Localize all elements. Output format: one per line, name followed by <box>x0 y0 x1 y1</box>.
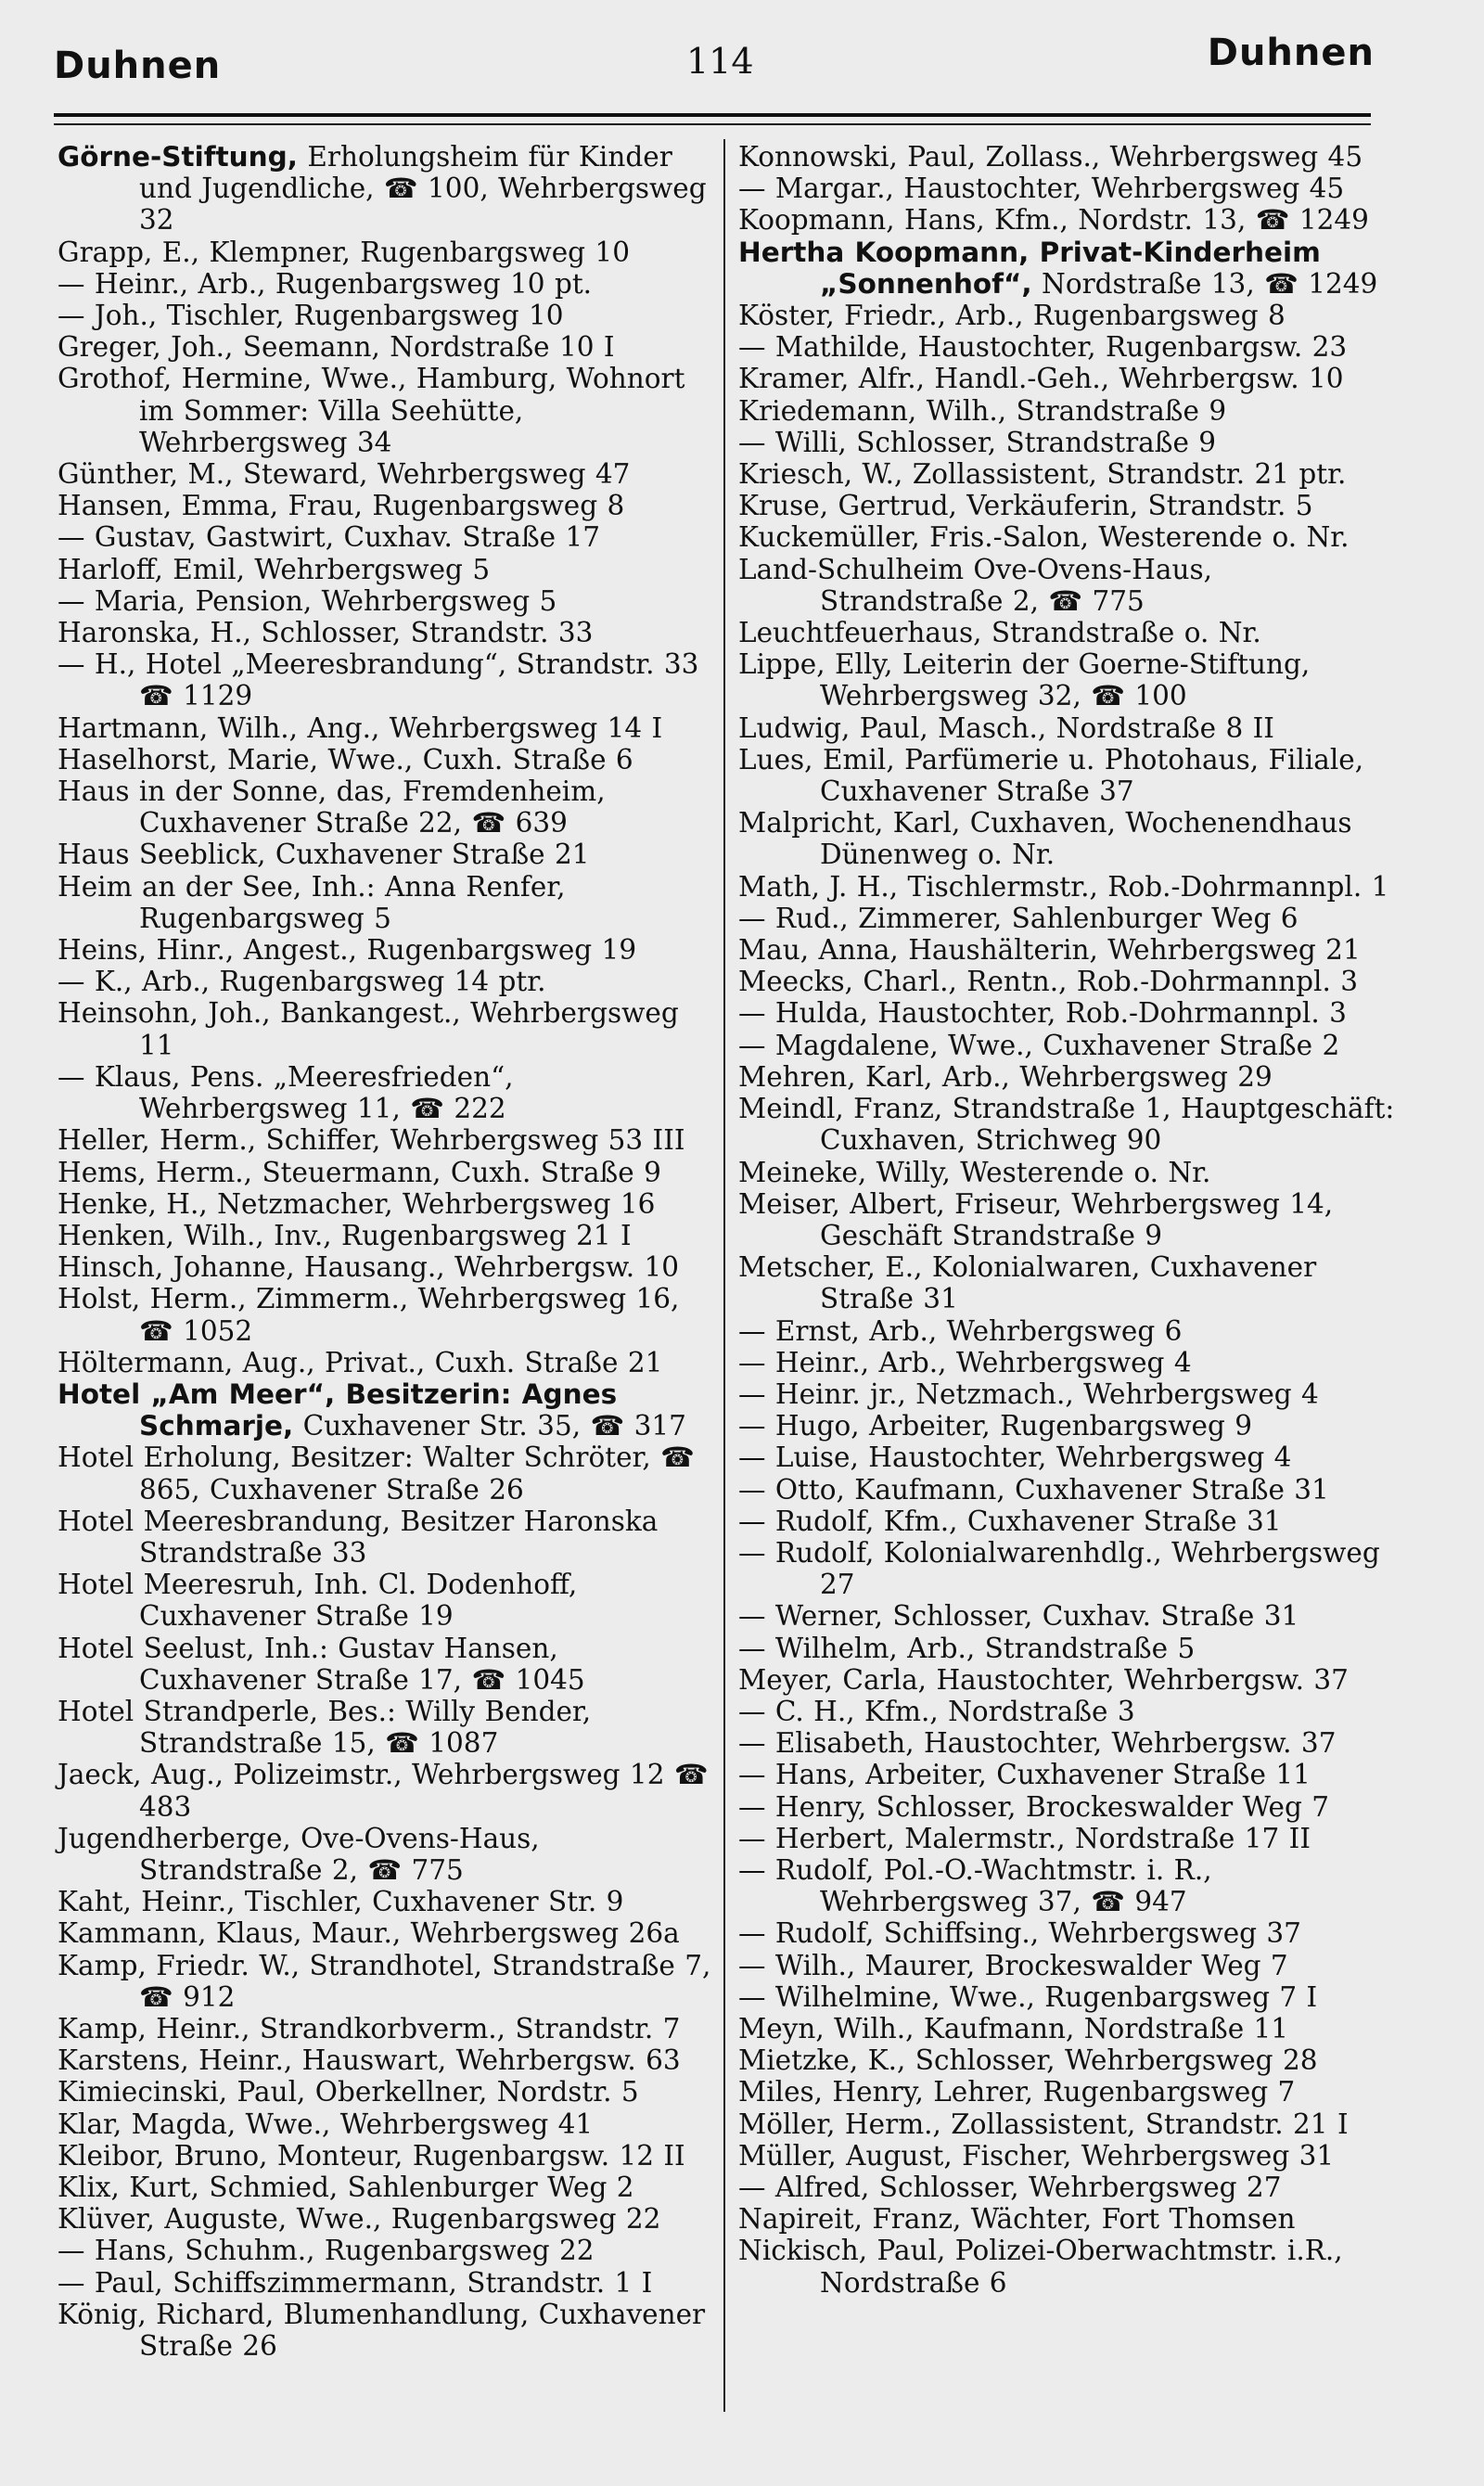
directory-entry: Lippe, Elly, Leiterin der Goerne-Stiftung, Wehrbergsweg 32, ☎ 100 <box>738 648 1311 712</box>
directory-entry: Haselhorst, Marie, Wwe., Cuxh. Straße 6 <box>58 743 633 775</box>
directory-entry: Mietzke, K., Schlosser, Wehrbergsweg 28 <box>738 2044 1318 2077</box>
directory-entry: Grothof, Hermine, Wwe., Hamburg, Wohnort im Sommer: Villa Seehütte, Wehrbergsweg 34 <box>58 363 685 458</box>
directory-entry: Henken, Wilh., Inv., Rugenbargsweg 21 I <box>58 1219 632 1251</box>
directory-entry: Kruse, Gertrud, Verkäuferin, Strandstr. 5 <box>738 490 1313 522</box>
directory-entry: Greger, Joh., Seemann, Nordstraße 10 I <box>58 331 615 364</box>
directory-entry: Ludwig, Paul, Masch., Nordstraße 8 II <box>738 711 1274 744</box>
directory-entry: Kriesch, W., Zollassistent, Strandstr. 21 ptr. <box>738 458 1347 491</box>
directory-entry: Haus Seeblick, Cuxhavener Straße 21 <box>58 839 590 871</box>
directory-entry: — Heinr., Arb., Wehrbergsweg 4 <box>738 1346 1192 1378</box>
directory-entry: Meyn, Wilh., Kaufmann, Nordstraße 11 <box>738 2012 1289 2044</box>
directory-entry: Jaeck, Aug., Polizeimstr., Wehrbergsweg 12 ☎ 483 <box>58 1759 709 1823</box>
directory-entry: Mehren, Karl, Arb., Wehrbergsweg 29 <box>738 1060 1273 1093</box>
directory-entry: Math, J. H., Tischlermstr., Rob.-Dohrmannpl. 1 <box>738 870 1389 903</box>
entry-name: Görne-Stiftung, <box>58 141 299 173</box>
directory-entry: — Willi, Schlosser, Strandstraße 9 <box>738 426 1217 458</box>
left-column <box>58 141 718 2362</box>
directory-entry: Hems, Herm., Steuermann, Cuxh. Straße 9 <box>58 1156 661 1188</box>
directory-entry <box>738 237 1399 300</box>
right-column <box>738 141 1399 2299</box>
directory-entry: Metscher, E., Kolonialwaren, Cuxhavener Straße 31 <box>738 1251 1317 1315</box>
directory-entry: Meyer, Carla, Haustochter, Wehrbergsw. 37 <box>738 1663 1349 1696</box>
directory-entry: — Klaus, Pens. „Meeresfrieden“, Wehrbergsweg 11, ☎ 222 <box>58 1060 514 1125</box>
directory-entry: König, Richard, Blumenhandlung, Cuxhavener Straße 26 <box>58 2298 706 2363</box>
directory-entry: — Otto, Kaufmann, Cuxhavener Straße 31 <box>738 1473 1329 1506</box>
page-header <box>0 0 1484 139</box>
directory-entry: — Gustav, Gastwirt, Cuxhav. Straße 17 <box>58 521 601 554</box>
directory-entry: Kuckemüller, Fris.-Salon, Westerende o. Nr. <box>738 521 1350 554</box>
directory-entry: Heim an der See, Inh.: Anna Renfer, Rugenbargsweg 5 <box>58 870 566 934</box>
directory-entry: Haronska, H., Schlosser, Strandstr. 33 <box>58 617 594 649</box>
directory-entry: Köster, Friedr., Arb., Rugenbargsweg 8 <box>738 300 1286 332</box>
directory-entry: Miles, Henry, Lehrer, Rugenbargsweg 7 <box>738 2076 1296 2108</box>
directory-entry: — Herbert, Malermstr., Nordstraße 17 II <box>738 1822 1311 1854</box>
directory-entry: Heller, Herm., Schiffer, Wehrbergsweg 53 III <box>58 1124 685 1157</box>
directory-entry: Kramer, Alfr., Handl.-Geh., Wehrbergsw. 10 <box>738 363 1344 395</box>
directory-entry: — Maria, Pension, Wehrbergsweg 5 <box>58 584 557 617</box>
directory-entry: — Magdalene, Wwe., Cuxhavener Straße 2 <box>738 1029 1340 1061</box>
directory-entry: — Mathilde, Haustochter, Rugenbargsw. 23 <box>738 331 1348 364</box>
entry-name: Hotel „Am Meer“, Besitzerin: Agnes Schmarje, <box>58 1378 618 1442</box>
directory-entry: Mau, Anna, Haushälterin, Wehrbergsweg 21 <box>738 934 1361 967</box>
directory-entry: Karstens, Heinr., Hauswart, Wehrbergsw. 63 <box>58 2044 681 2077</box>
directory-entry: Kamp, Heinr., Strandkorbverm., Strandstr. 7 <box>58 2012 681 2044</box>
directory-entry: Kriedemann, Wilh., Strandstraße 9 <box>738 394 1227 427</box>
directory-entry: — Rudolf, Kolonialwarenhdlg., Wehrbergsweg 27 <box>738 1536 1380 1601</box>
directory-entry: Hotel Erholung, Besitzer: Walter Schröter, ☎ 865, Cuxhavener Straße 26 <box>58 1442 695 1506</box>
directory-entry: Müller, August, Fischer, Wehrbergsweg 31 <box>738 2139 1335 2172</box>
directory-entry: Klüver, Auguste, Wwe., Rugenbargsweg 22 <box>58 2203 661 2236</box>
directory-entry: — Paul, Schiffszimmermann, Strandstr. 1 I <box>58 2266 653 2299</box>
directory-entry: Hotel Meeresruh, Inh. Cl. Dodenhoff, Cuxhavener Straße 19 <box>58 1569 578 1633</box>
entry-details: Nordstraße 13, ☎ 1249 <box>1031 267 1378 300</box>
directory-entry: Haus in der Sonne, das, Fremdenheim, Cuxhavener Straße 22, ☎ 639 <box>58 775 606 839</box>
directory-entry: Hansen, Emma, Frau, Rugenbargsweg 8 <box>58 490 625 522</box>
entry-details: Erholungsheim für Kinder und Jugendliche, ☎ 100, Wehrbergsweg 32 <box>139 141 707 237</box>
directory-entry: Hartmann, Wilh., Ang., Wehrbergsweg 14 I <box>58 711 663 744</box>
directory-entry: Heins, Hinr., Angest., Rugenbargsweg 19 <box>58 934 637 967</box>
directory-entry: — H., Hotel „Meeresbrandung“, Strandstr. 33 ☎ 1129 <box>58 648 699 712</box>
running-head-right: Duhnen <box>1207 32 1375 74</box>
directory-entry: — Margar., Haustochter, Wehrbergsweg 45 <box>738 173 1345 205</box>
directory-entry: Henke, H., Netzmacher, Wehrbergsweg 16 <box>58 1187 656 1220</box>
directory-entry: Heinsohn, Joh., Bankangest., Wehrbergsweg 11 <box>58 997 679 1061</box>
directory-entry: — Hugo, Arbeiter, Rugenbargsweg 9 <box>738 1410 1252 1442</box>
directory-entry: Jugendherberge, Ove-Ovens-Haus, Strandstraße 2, ☎ 775 <box>58 1822 540 1886</box>
directory-entry: Klix, Kurt, Schmied, Sahlenburger Weg 2 <box>58 2172 634 2203</box>
directory-entry: Nickisch, Paul, Polizei-Oberwachtmstr. i.R., Nordstraße 6 <box>738 2235 1343 2299</box>
directory-entry: Land-Schulheim Ove-Ovens-Haus, Strandstraße 2, ☎ 775 <box>738 553 1212 617</box>
directory-entry: Möller, Herm., Zollassistent, Strandstr. 21 I <box>738 2108 1349 2140</box>
column-divider <box>723 139 725 2412</box>
directory-entry: — Hulda, Haustochter, Rob.-Dohrmannpl. 3 <box>738 997 1347 1030</box>
directory-entry: — C. H., Kfm., Nordstraße 3 <box>738 1695 1135 1727</box>
directory-entry: Kamp, Friedr. W., Strandhotel, Strandstraße 7, ☎ 912 <box>58 1949 711 2013</box>
directory-entry: Hotel Meeresbrandung, Besitzer Haronska Strandstraße 33 <box>58 1505 659 1569</box>
directory-entry: Meineke, Willy, Westerende o. Nr. <box>738 1156 1211 1188</box>
directory-entry: — Wilh., Maurer, Brockeswalder Weg 7 <box>738 1949 1288 1981</box>
directory-entry: Meindl, Franz, Strandstraße 1, Hauptgeschäft: Cuxhaven, Strichweg 90 <box>738 1093 1395 1157</box>
directory-entry: — Heinr., Arb., Rugenbargsweg 10 pt. <box>58 267 593 300</box>
directory-entry: Lues, Emil, Parfümerie u. Photohaus, Filiale, Cuxhavener Straße 37 <box>738 743 1364 808</box>
directory-entry: Konnowski, Paul, Zollass., Wehrbergsweg 45 <box>738 141 1363 173</box>
directory-entry <box>58 1378 718 1442</box>
directory-entry: — Ernst, Arb., Wehrbergsweg 6 <box>738 1314 1183 1347</box>
directory-entry: Koopmann, Hans, Kfm., Nordstr. 13, ☎ 1249 <box>738 204 1369 237</box>
directory-entry <box>58 141 718 237</box>
page-number: 114 <box>686 41 754 82</box>
directory-entry: Kaht, Heinr., Tischler, Cuxhavener Str. 9 <box>58 1886 624 1918</box>
directory-entry: Meecks, Charl., Rentn., Rob.-Dohrmannpl. 3 <box>738 966 1359 998</box>
directory-entry: — Hans, Arbeiter, Cuxhavener Straße 11 <box>738 1759 1311 1791</box>
directory-entry: — Werner, Schlosser, Cuxhav. Straße 31 <box>738 1600 1299 1633</box>
directory-entry: — Rudolf, Schiffsing., Wehrbergsweg 37 <box>738 1917 1301 1950</box>
entry-name: Hertha Koopmann, Privat-Kinderheim „Sonnenhof“, <box>738 236 1321 300</box>
directory-entry: — Rud., Zimmerer, Sahlenburger Weg 6 <box>738 902 1298 934</box>
directory-entry: Hotel Seelust, Inh.: Gustav Hansen, Cuxhavener Straße 17, ☎ 1045 <box>58 1632 585 1696</box>
directory-entry: Günther, M., Steward, Wehrbergsweg 47 <box>58 458 631 491</box>
directory-entry: Kleibor, Bruno, Monteur, Rugenbargsw. 12 II <box>58 2139 685 2172</box>
directory-entry: Malpricht, Karl, Cuxhaven, Wochenendhaus Dünenweg o. Nr. <box>738 807 1352 871</box>
directory-entry: — Luise, Haustochter, Wehrbergsweg 4 <box>738 1442 1292 1474</box>
header-rule-thick <box>54 113 1371 117</box>
directory-entry: — K., Arb., Rugenbargsweg 14 ptr. <box>58 966 546 998</box>
directory-entry: — Wilhelmine, Wwe., Rugenbargsweg 7 I <box>738 1980 1318 2013</box>
entry-details: Cuxhavener Str. 35, ☎ 317 <box>293 1410 686 1442</box>
directory-entry: Hotel Strandperle, Bes.: Willy Bender, Strandstraße 15, ☎ 1087 <box>58 1695 592 1760</box>
directory-entry: — Alfred, Schlosser, Wehrbergsweg 27 <box>738 2172 1282 2203</box>
directory-entry: — Heinr. jr., Netzmach., Wehrbergsweg 4 <box>738 1378 1319 1410</box>
directory-entry: Holst, Herm., Zimmerm., Wehrbergsweg 16, ☎ 1052 <box>58 1283 680 1347</box>
directory-entry: Kammann, Klaus, Maur., Wehrbergsweg 26a <box>58 1917 680 1950</box>
directory-entry: — Rudolf, Pol.-O.-Wachtmstr. i. R., Wehrbergsweg 37, ☎ 947 <box>738 1853 1212 1918</box>
header-rule-thin <box>54 123 1371 125</box>
directory-entry: Hinsch, Johanne, Hausang., Wehrbergsw. 10 <box>58 1251 679 1284</box>
directory-entry: Kimiecinski, Paul, Oberkellner, Nordstr. 5 <box>58 2076 639 2108</box>
directory-entry: — Wilhelm, Arb., Strandstraße 5 <box>738 1632 1196 1664</box>
directory-entry: Höltermann, Aug., Privat., Cuxh. Straße 21 <box>58 1346 663 1378</box>
directory-entry: — Hans, Schuhm., Rugenbargsweg 22 <box>58 2235 595 2267</box>
directory-entry: Harloff, Emil, Wehrbergsweg 5 <box>58 553 491 585</box>
directory-entry: — Rudolf, Kfm., Cuxhavener Straße 31 <box>738 1505 1282 1537</box>
directory-entry: Napireit, Franz, Wächter, Fort Thomsen <box>738 2203 1296 2236</box>
directory-entry: — Elisabeth, Haustochter, Wehrbergsw. 37 <box>738 1727 1337 1760</box>
running-head-left: Duhnen <box>54 45 222 87</box>
directory-entry: Klar, Magda, Wwe., Wehrbergsweg 41 <box>58 2108 594 2140</box>
directory-entry: Leuchtfeuerhaus, Strandstraße o. Nr. <box>738 617 1261 649</box>
directory-entry: Meiser, Albert, Friseur, Wehrbergsweg 14, Geschäft Strandstraße 9 <box>738 1187 1334 1251</box>
directory-entry: — Joh., Tischler, Rugenbargsweg 10 <box>58 300 564 332</box>
directory-entry: Grapp, E., Klempner, Rugenbargsweg 10 <box>58 236 630 268</box>
directory-entry: — Henry, Schlosser, Brockeswalder Weg 7 <box>738 1790 1329 1823</box>
